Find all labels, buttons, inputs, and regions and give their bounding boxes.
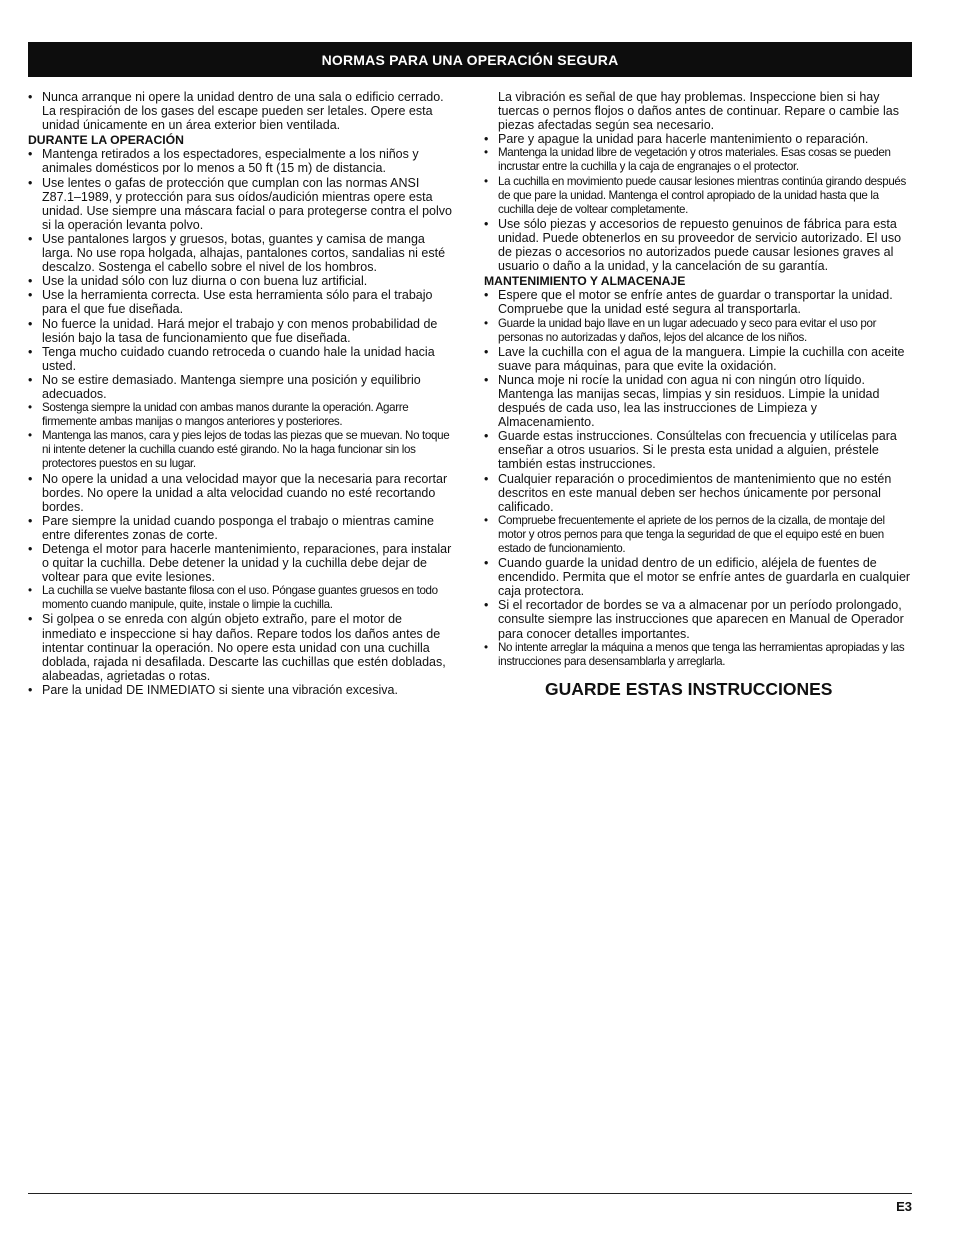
right-column xyxy=(484,90,914,700)
list-item: • No intente arreglar la máquina a menos que tenga las herramientas apropiadas y las instrucciones para desensamblarla y arreglarla. xyxy=(484,641,914,669)
list-item: • No fuerce la unidad. Hará mejor el trabajo y con menos probabilidad de lesión bajo la tasa de funcionamiento que fue diseñada. xyxy=(28,317,458,345)
continuation-paragraph: La vibración es señal de que hay problemas. Inspeccione bien si hay tuercas o pernos flojos o daños antes de continuar. Repare o cambie las piezas afectadas según sea necesario. xyxy=(498,90,899,133)
during-operation-heading: DURANTE LA OPERACIÓN xyxy=(28,133,184,148)
list-item: • Use pantalones largos y gruesos, botas, guantes y camisa de manga larga. No use ropa holgada, alhajas, pantalones cortos, sandalias ni esté descalzo. Sostenga el cabello sobre el nivel de los hombros. xyxy=(28,232,458,274)
list-item: • Use lentes o gafas de protección que cumplan con las normas ANSI Z87.1–1989, y protección para sus oídos/audición mientras opere esta unidad. Use siempre una máscara facial o para protegerse contra el polvo si la operación levanta polvo. xyxy=(28,176,458,232)
list-item: • Use la unidad sólo con luz diurna o con buena luz artificial. xyxy=(28,274,458,288)
list-item: • Detenga el motor para hacerle mantenimiento, reparaciones, para instalar o quitar la cuchilla. Debe detener la unidad y la cuchilla debe dejar de voltear para que evite lesiones. xyxy=(28,542,458,584)
section-header-bar xyxy=(28,42,912,77)
list-item: • Lave la cuchilla con el agua de la manguera. Limpie la cuchilla con aceite suave para máquinas, para que evite la oxidación. xyxy=(484,345,914,373)
list-item: • Cualquier reparación o procedimientos de mantenimiento que no estén descritos en este manual deben ser hechos únicamente por personal calificado. xyxy=(484,472,914,514)
list-item: • Espere que el motor se enfríe antes de guardar o transportar la unidad. Compruebe que la unidad esté segura al transportarla. xyxy=(484,288,914,316)
list-item: • Si el recortador de bordes se va a almacenar por un período prolongado, consulte siempre las instrucciones que aparecen en Manual de Operador para conocer detalles importantes. xyxy=(484,598,914,640)
list-item: • Use la herramienta correcta. Use esta herramienta sólo para el trabajo para el que fue diseñada. xyxy=(28,288,458,316)
list-item: • Guarde estas instrucciones. Consúltelas con frecuencia y utilícelas para enseñar a otros usuarios. Si le presta esta unidad a alguien, préstele también estas instrucciones. xyxy=(484,429,914,471)
list-item: • La cuchilla en movimiento puede causar lesiones mientras continúa girando después de que pare la unidad. Mantenga el control apropiado de la unidad hasta que la cuchilla deje de voltear completamente. xyxy=(484,175,914,217)
list-item: • La cuchilla se vuelve bastante filosa con el uso. Póngase guantes gruesos en todo momento cuando manipule, quite, instale o limpie la cuchilla. xyxy=(28,584,458,612)
list-item: • Compruebe frecuentemente el apriete de los pernos de la cizalla, de montaje del motor y otros pernos para que tenga la seguridad de que el equipo esté en buen estado de funcionamiento. xyxy=(484,514,914,556)
list-item: • No opere la unidad a una velocidad mayor que la necesaria para recortar bordes. No opere la unidad a alta velocidad cuando no esté recortando bordes. xyxy=(28,472,458,514)
left-column xyxy=(28,90,458,697)
intro-list xyxy=(28,90,458,132)
list-item: • Mantenga las manos, cara y pies lejos de todas las piezas que se muevan. No toque ni intente detener la cuchilla cuando esté girando. No la haga funcionar sin los protectores puestos en su lugar. xyxy=(28,429,458,471)
operation-list xyxy=(28,147,458,697)
list-item: • Cuando guarde la unidad dentro de un edificio, aléjela de fuentes de encendido. Permita que el motor se enfríe antes de guardarla en cualquier caja protectora. xyxy=(484,556,914,598)
list-item: • Pare y apague la unidad para hacerle mantenimiento o reparación. xyxy=(484,132,914,146)
list-item: • No se estire demasiado. Mantenga siempre una posición y equilibrio adecuados. xyxy=(28,373,458,401)
list-item: • Guarde la unidad bajo llave en un lugar adecuado y seco para evitar el uso por personas no autorizadas y daños, lejos del alcance de los niños. xyxy=(484,317,914,345)
operation-list-continued xyxy=(484,132,914,273)
list-item: • Nunca moje ni rocíe la unidad con agua ni con ningún otro líquido. Mantenga las manijas secas, limpias y sin residuos. Limpie la unidad después de cada uso, lea las instrucciones de Limpieza y Almacenamiento. xyxy=(484,373,914,429)
list-item: • Pare la unidad DE INMEDIATO si siente una vibración excesiva. xyxy=(28,683,458,697)
maintenance-heading: MANTENIMIENTO Y ALMACENAJE xyxy=(484,274,686,289)
list-item: • Tenga mucho cuidado cuando retroceda o cuando hale la unidad hacia usted. xyxy=(28,345,458,373)
list-item: • Use sólo piezas y accesorios de repuesto genuinos de fábrica para esta unidad. Puede obtenerlos en su proveedor de servicio autorizado. El uso de piezas o accesorios no autorizados puede causar lesiones graves al usuario o daño a la unidad, y la cancelación de su garantía. xyxy=(484,217,914,273)
list-item: • Pare siempre la unidad cuando posponga el trabajo o mientras camine entre diferentes zonas de corte. xyxy=(28,514,458,542)
page-number: E3 xyxy=(896,1199,912,1214)
section-header-title: NORMAS PARA UNA OPERACIÓN SEGURA xyxy=(321,51,619,68)
maintenance-list xyxy=(484,288,914,669)
list-item: • Nunca arranque ni opere la unidad dentro de una sala o edificio cerrado. La respiración de los gases del escape pueden ser letales. Opere esta unidad únicamente en un área exterior bien ventilada. xyxy=(28,90,458,132)
closing-title: GUARDE ESTAS INSTRUCCIONES xyxy=(545,678,833,699)
list-item: • Si golpea o se enreda con algún objeto extraño, pare el motor de inmediato e inspeccione si hay daños. Repare todos los daños antes de intentar continuar la operación. No opere esta unidad con una cuchilla doblada, rajada ni desafilada. Descarte las cuchillas que estén dobladas, alabeadas, agrietadas o rotas. xyxy=(28,612,458,682)
list-item: • Sostenga siempre la unidad con ambas manos durante la operación. Agarre firmemente ambas manijas o mangos anteriores y posteriores. xyxy=(28,401,458,429)
list-item: • Mantenga la unidad libre de vegetación y otros materiales. Esas cosas se pueden incrustar entre la cuchilla y la caja de engranajes o el protector. xyxy=(484,146,914,174)
footer-divider xyxy=(28,1193,912,1194)
list-item: • Mantenga retirados a los espectadores, especialmente a los niños y animales domésticos por lo menos a 50 ft (15 m) de distancia. xyxy=(28,147,458,175)
